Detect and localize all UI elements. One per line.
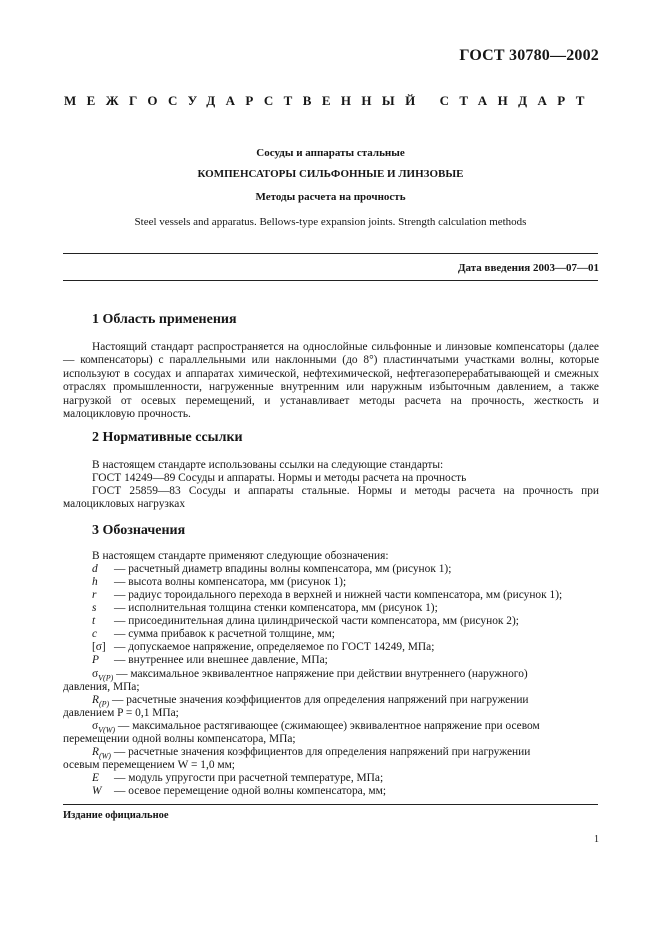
document-number: ГОСТ 30780—2002 bbox=[459, 47, 599, 64]
section2-ref2 bbox=[63, 485, 599, 512]
symbol-item: r — радиус тороидального перехода в верхней и нижней части компенсатора, мм (рисунок 1); bbox=[92, 589, 563, 601]
section1-body bbox=[63, 341, 599, 421]
divider-date bbox=[63, 280, 598, 281]
symbol-item: d — расчетный диаметр впадины волны компенсатора, мм (рисунок 1); bbox=[92, 563, 452, 575]
title-line2: КОМПЕНСАТОРЫ СИЛЬФОННЫЕ И ЛИНЗОВЫЕ bbox=[197, 168, 464, 180]
symbol-item: E — модуль упругости при расчетной температуре, МПа; bbox=[92, 772, 384, 784]
symbol-item-r-w: $R_{(W)}$ — расчетные значения коэффициентов для определения напряжений при нагружении bbox=[92, 746, 531, 761]
standard-type-word1: МЕЖГОСУДАРСТВЕННЫЙ bbox=[64, 93, 426, 108]
section2-intro: В настоящем стандарте использованы ссылки на следующие стандарты: bbox=[92, 459, 444, 471]
section3-heading: 3 Обозначения bbox=[92, 523, 186, 538]
section2-ref2b: малоцикловых нагрузках bbox=[63, 498, 186, 511]
symbol-item-sigma-w: $\sigma_{V(W)}$ — максимальное растягивающее (сжимающее) эквивалентное напряжение при осевом bbox=[92, 720, 540, 735]
edition-note: Издание официальное bbox=[63, 810, 169, 821]
symbol-item-r-p-cont: давлением P = 0,1 МПа; bbox=[63, 707, 179, 719]
date-intro: Дата введения 2003—07—01 bbox=[457, 262, 599, 274]
symbol-item-sigma-w-cont: перемещении одной волны компенсатора, МПа; bbox=[63, 733, 296, 745]
standard-type bbox=[64, 93, 595, 109]
section3-intro: В настоящем стандарте применяют следующие обозначения: bbox=[92, 550, 389, 562]
symbol-item-sigma-p: $\sigma_{V(P)}$ — максимальное эквивалентное напряжение при действии внутреннего (наружного) bbox=[92, 668, 528, 683]
symbol-item: t — присоединительная длина цилиндрической части компенсатора, мм (рисунок 2); bbox=[92, 615, 519, 627]
symbol-item: c — сумма прибавок к расчетной толщине, мм; bbox=[92, 628, 335, 640]
section2-ref2a: ГОСТ 25859—83 Сосуды и аппараты стальные. Нормы и методы расчета на прочность при bbox=[92, 485, 599, 497]
symbol-item-sigma-p-cont: давления, МПа; bbox=[63, 681, 140, 693]
symbol-item-r-p: $R_{(P)}$ — расчетные значения коэффициентов для определения напряжений при нагружении bbox=[92, 694, 529, 709]
section2-ref1: ГОСТ 14249—89 Сосуды и аппараты. Нормы и методы расчета на прочность bbox=[92, 472, 467, 484]
title-english: Steel vessels and apparatus. Bellows-type expansion joints. Strength calculation methods bbox=[134, 216, 527, 228]
section1-text: Настоящий стандарт распространяется на однослойные сильфонные и линзовые компенсаторы (далее — компенсаторы) с параллельными или наклонными (до 8°) пластинчатыми участками волны, которые используют в сосудах и аппаратах химической, нефтехимической, нефтегазоперерабатывающей и смежных отраслях промышленности, нагруженные внутренним или наружным избыточным давлением, а также нагрузкой от осевых перемещений, и устанавливает методы расчета на прочность, жесткость и малоцикловую прочность. bbox=[63, 341, 599, 421]
symbol-item: s — исполнительная толщина стенки компенсатора, мм (рисунок 1); bbox=[92, 602, 438, 614]
title-line1: Сосуды и аппараты стальные bbox=[256, 147, 405, 159]
symbol-item: [σ] — допускаемое напряжение, определяемое по ГОСТ 14249, МПа; bbox=[92, 641, 435, 653]
standard-type-word2: СТАНДАРТ bbox=[439, 93, 595, 108]
symbol-item: W — осевое перемещение одной волны компенсатора, мм; bbox=[92, 785, 387, 797]
symbol-item: P — внутреннее или внешнее давление, МПа; bbox=[92, 654, 328, 666]
title-line3: Методы расчета на прочность bbox=[255, 191, 406, 203]
symbol-item-r-w-cont: осевым перемещением W = 1,0 мм; bbox=[63, 759, 235, 771]
divider-top bbox=[63, 253, 598, 254]
section2-heading: 2 Нормативные ссылки bbox=[92, 430, 243, 445]
page-number: 1 bbox=[594, 834, 599, 845]
divider-footer bbox=[63, 804, 598, 805]
section1-heading: 1 Область применения bbox=[92, 312, 237, 327]
symbol-item: h — высота волны компенсатора, мм (рисунок 1); bbox=[92, 576, 347, 588]
